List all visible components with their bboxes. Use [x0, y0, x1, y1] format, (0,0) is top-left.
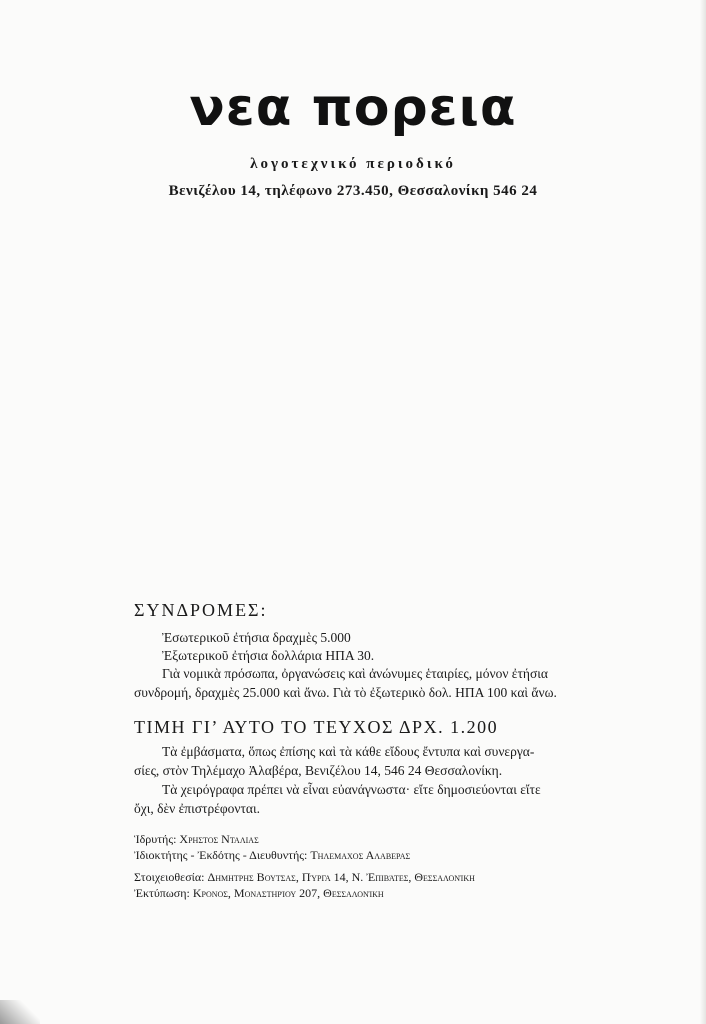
typesetting-label: Στοιχειοθεσία:: [134, 870, 205, 884]
subscription-domestic: Ἐσωτερικοῦ ἐτήσια δραχμὲς 5.000: [162, 630, 351, 645]
subscriptions-heading: ΣΥΝΔΡΟΜΕΣ:: [134, 600, 268, 620]
scan-corner-shadow: [0, 1000, 40, 1024]
payments-line-2: σίες, στὸν Τηλέμαχο Ἀλαβέρα, Βενιζέλου 14, 546 24 Θεσσαλονίκη.: [134, 763, 503, 778]
printing-label: Ἐκτύπωση:: [134, 886, 190, 900]
credit-founder: [134, 831, 259, 847]
subscription-legal-line-2: συνδρομή, δραχμὲς 25.000 καὶ ἄνω. Γιὰ τὸ ἐξωτερικὸ δολ. ΗΠΑ 100 καὶ ἄνω.: [134, 685, 557, 700]
printing-value: Κρονος, Μοναστηρίου 207, Θεσσαλονίκη: [192, 886, 384, 900]
owner-name: Τηλεμαχος Αλαβερας: [310, 848, 411, 862]
masthead-title: νεα πορεια: [189, 78, 517, 138]
page-edge-shade: [700, 0, 706, 1024]
credit-printing: [134, 885, 384, 901]
founder-label: Ἱδρυτής:: [134, 832, 177, 846]
founder-name: Χρηστος Νταλιας: [179, 832, 259, 846]
owner-label: Ἰδιοκτήτης - Ἐκδότης - Διευθυντής:: [134, 848, 308, 862]
masthead-subtitle: λογοτεχνικό περιοδικό: [250, 156, 456, 172]
credit-typesetting: [134, 869, 475, 885]
typesetting-value: Δημητρης Βουτσας, Πύργα 14, Ν. Ἐπιβάτες, Θεσσαλονίκη: [207, 870, 475, 884]
masthead-address: Βενιζέλου 14, τηλέφωνο 273.450, Θεσσαλονίκη 546 24: [168, 183, 538, 199]
manuscripts-line-2: ὄχι, δὲν ἐπιστρέφονται.: [134, 801, 261, 816]
manuscripts-line-1: Τὰ χειρόγραφα πρέπει νὰ εἶναι εὐανάγνωστα· εἴτε δημοσιεύονται εἴτε: [162, 782, 541, 797]
payments-line-1: Τὰ ἐμβάσματα, ὅπως ἐπίσης καὶ τὰ κάθε εἴδους ἔντυπα καὶ συνεργα-: [162, 744, 535, 759]
credit-owner: [134, 847, 410, 863]
price-heading: ΤΙΜΗ ΓΙ’ ΑΥΤΟ ΤΟ ΤΕΥΧΟΣ ΔΡΧ. 1.200: [134, 717, 499, 737]
subscription-foreign: Ἐξωτερικοῦ ἐτήσια δολλάρια ΗΠΑ 30.: [162, 648, 375, 663]
subscription-legal-line-1: Γιὰ νομικὰ πρόσωπα, ὀργανώσεις καὶ ἀνώνυμες ἑταιρίες, μόνον ἐτήσια: [162, 666, 548, 681]
